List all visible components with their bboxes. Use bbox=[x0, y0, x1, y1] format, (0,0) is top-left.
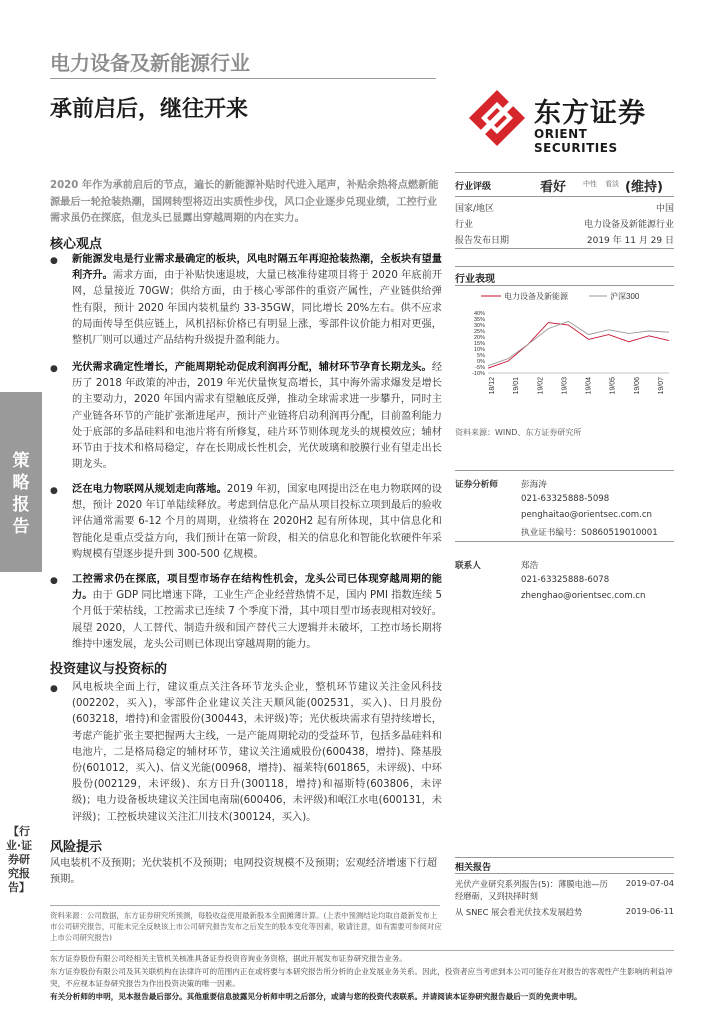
related-report-title[interactable]: 光伏产业研究系列报告(5)：薄膜电池—历经磨砺，又到抉择时刻 bbox=[455, 879, 608, 901]
info-value: 电力设备及新能源行业 bbox=[583, 220, 674, 230]
core-view-text: 2019 年初，国家电网提出泛在电力物联网的设想，预计 2020 年订单陆续释放。考虑到信息化产品从项目投标立项到最后的验收评估通常需要 6-12 个月的周期，业绩将在 2020H2 起有所体现，其中信息化和智能化是重点受益方向，我们预计在第一阶段，相关的信息化和智能化软硬件年采购规模有望逐步提升到 300-500 亿规模。 bbox=[72, 484, 442, 560]
divider bbox=[455, 857, 674, 858]
divider bbox=[455, 172, 674, 173]
x-tick-label: 19/06 bbox=[633, 377, 641, 395]
footer bbox=[50, 953, 674, 1003]
y-tick-label: 40% bbox=[473, 311, 485, 317]
x-tick-label: 19/02 bbox=[537, 377, 545, 395]
divider bbox=[455, 470, 674, 471]
y-tick-label: 0% bbox=[477, 359, 485, 365]
x-tick-label: 19/01 bbox=[513, 377, 521, 395]
y-tick-label: 35% bbox=[473, 317, 485, 323]
core-view-item bbox=[50, 482, 442, 563]
x-tick-label: 18/12 bbox=[489, 377, 496, 395]
orient-logo bbox=[468, 89, 673, 155]
y-tick-label: 15% bbox=[473, 341, 485, 347]
footer-line: 东方证券股份有限公司经相关主管机关核准具备证券投资咨询业务资格，据此开展发布证券研究报告业务。 bbox=[50, 954, 407, 963]
info-label: 报告发布日期 bbox=[455, 236, 510, 246]
analyst-phone: 021-63325888-5098 bbox=[521, 494, 610, 504]
data-disclaimer: 资料来源：公司数据，东方证券研究所预测，每股收益使用最新股本全面摊薄计算。(上表中预测结论均取自最新发布上市公司研究报告，可能未完全反映该上市公司研究报告发布之后发生的股本变化等因素，敬请注意，如有需要可参阅对应上市公司研究报告) bbox=[50, 911, 442, 942]
bullet-icon: ● bbox=[50, 684, 58, 694]
core-view-bold: 光伏需求确定性增长，产能周期轮动促成利润再分配，辅材环节孕育长期龙头。 bbox=[72, 362, 432, 373]
risk-text: 风电装机不及预期；光伏装机不及预期；电网投资规模不及预期；宏观经济增速下行超预期。 bbox=[50, 858, 438, 886]
risk-heading: 风险提示 bbox=[50, 840, 103, 855]
orient-logo-mark-icon bbox=[468, 89, 526, 147]
report-title: 承前启后，继往开来 bbox=[50, 97, 249, 122]
footer-line: 东方证券股份有限公司及其关联机构在法律许可的范围内正在或将要与本研究报告所分析的企业发展业务关系。因此，投资者应当考虑到本公司可能存在对报告的客观性产生影响的利益冲突，不应视本证券研究报告为作出投资决策的唯一因素。 bbox=[50, 966, 673, 988]
divider bbox=[455, 266, 674, 267]
y-tick-label: 10% bbox=[473, 347, 485, 353]
header-rule bbox=[50, 78, 436, 79]
rating-option-neutral: 中性 bbox=[583, 180, 597, 188]
rating-option-bearish: 看淡 bbox=[605, 180, 619, 188]
related-report-title[interactable]: 从 SNEC 展会看光伏技术发展趋势 bbox=[455, 907, 583, 917]
divider bbox=[455, 248, 674, 249]
x-tick-label: 19/07 bbox=[658, 377, 665, 395]
core-views-heading: 核心观点 bbox=[50, 237, 103, 252]
core-view-text: 经历了 2018 年政策的冲击，2019 年光伏量恢复高增长，其中海外需求爆发是增长的主要动力，2020 年国内需求有望触底反弹，推动全球需求进一步攀升，同时主产业链各环节的产能扩张渐进尾声，预计产业链将启动利润再分配，目前盈利能力处于底部的多晶硅料和电池片将有所修复，硅片环节则体现龙头的规模效应；辅材环节由于技术和格局稳定，存在长期成长性机会，光伏玻璃和胶膜行业有望走出长期龙头。 bbox=[72, 362, 442, 471]
related-report-date: 2019-06-11 bbox=[625, 906, 674, 916]
logo-name-cn: 东方证券 bbox=[534, 98, 646, 129]
analyst-email[interactable]: penghaitao@orientsec.com.cn bbox=[521, 510, 652, 520]
summary-paragraph: 2020 年作为承前启后的节点，遍长的新能源补贴时代进入尾声，补贴余热将点燃新能源最后一轮抢装热潮，国网转型将迈出实质性步伐，风口企业逐步兑现业绩，工控行业需求虽仍在探底，但龙头已显露出穿越周期的内在实力。 bbox=[50, 180, 439, 224]
bullet-icon: ● bbox=[50, 486, 58, 496]
core-view-item bbox=[50, 360, 442, 473]
divider bbox=[50, 905, 440, 906]
related-reports-heading: 相关报告 bbox=[455, 863, 492, 873]
contact-email[interactable]: zhenghao@orientsec.com.cn bbox=[521, 591, 646, 601]
x-tick-label: 19/05 bbox=[609, 377, 617, 395]
related-report-date: 2019-07-04 bbox=[625, 878, 674, 888]
rating-value: 看好 bbox=[540, 180, 567, 195]
x-tick-label: 19/04 bbox=[585, 377, 593, 395]
info-label: 国家/地区 bbox=[455, 204, 495, 214]
analyst-label: 证券分析师 bbox=[455, 480, 498, 490]
core-view-bold: 新能源发电是行业需求最确定的板块，风电时隔五年再迎抢装热潮，全板块有望量利齐升。 bbox=[72, 254, 442, 282]
performance-heading: 行业表现 bbox=[455, 274, 495, 285]
y-tick-label: 30% bbox=[473, 323, 485, 329]
core-view-text: 需求方面，由于补贴快速退坡，大量已核准待建项目将于 2020 年底前开网，总量接近 70GW；供给方面，由于核心零部件的重资产属性，产业链供给弹性有限，预计 2020 年国内装机量约 33-35GW，同比增长 20%左右。供不应求的局面传导至供应链上，风机招标价格已有明显上涨，零部件议价能力相对更强，整机厂则可以通过产品结构升级提升盈利能力。 bbox=[72, 270, 443, 347]
industry-rating bbox=[455, 176, 674, 194]
industry-performance-chart bbox=[455, 283, 674, 413]
report-series-label: 【行业·证券研究报告】 bbox=[5, 825, 33, 894]
bullet-icon: ● bbox=[50, 364, 58, 374]
divider bbox=[455, 541, 674, 542]
y-tick-label: -10% bbox=[472, 371, 485, 377]
contact-name: 郑浩 bbox=[521, 561, 539, 571]
divider bbox=[50, 950, 674, 951]
rating-status: (维持) bbox=[625, 180, 663, 195]
related-report-item[interactable] bbox=[455, 878, 674, 902]
series-line-industry bbox=[488, 323, 669, 369]
y-tick-label: 20% bbox=[473, 335, 485, 341]
y-tick-label: -5% bbox=[475, 365, 485, 371]
y-tick-label: 5% bbox=[477, 353, 485, 359]
logo-name-en: ORIENT SECURITIES bbox=[534, 127, 618, 155]
related-report-item[interactable] bbox=[455, 906, 674, 918]
analyst-license: 执业证书编号：S0860519010001 bbox=[521, 528, 658, 538]
core-view-bold: 工控需求仍在探底，项目型市场存在结构性机会，龙头公司已体现穿越周期的能力。 bbox=[72, 574, 442, 602]
divider bbox=[455, 873, 674, 874]
core-view-item bbox=[50, 252, 442, 349]
legend-label-index: 沪深300 bbox=[610, 292, 640, 301]
rating-label: 行业评级 bbox=[455, 182, 492, 192]
info-label: 行业 bbox=[455, 220, 474, 230]
series-line-index bbox=[488, 321, 669, 365]
core-view-item bbox=[50, 572, 442, 653]
divider bbox=[455, 196, 674, 197]
investment-item bbox=[50, 680, 442, 826]
legend-label-industry: 电力设备及新能源 bbox=[504, 292, 568, 301]
analyst-name: 彭海涛 bbox=[521, 480, 547, 490]
investment-heading: 投资建议与投资标的 bbox=[50, 662, 168, 677]
y-tick-label: 25% bbox=[473, 329, 485, 335]
footer-line-bold: 有关分析师的申明，见本报告最后部分。其他重要信息披露见分析师申明之后部分，或请与您的投资代表联系。并请阅读本证券研究报告最后一页的免责申明。 bbox=[50, 991, 582, 1001]
info-value: 2019 年 11 月 29 日 bbox=[586, 236, 674, 246]
core-view-bold: 泛在电力物联网从规划走向落地。 bbox=[72, 484, 227, 495]
contact-label: 联系人 bbox=[455, 561, 481, 571]
bullet-icon: ● bbox=[50, 256, 58, 266]
investment-text: 风电板块全面上行，建议重点关注各环节龙头企业，整机环节建议关注金风科技(002202，买入)，零部件企业建议关注天顺风能(002531，买入)、日月股份(603218，增持)和金雷股份(300443，未评级)等；光伏板块需求有望持续增长，考虑产能扩张主要把握两大主线，一是产能周期轮动的受益环节，包括多晶硅料和电池片，二是格局稳定的辅材环节，建议关注通威股份(600438，增持)、隆基股份(601012，买入)、信义光能(00968，增持)、福莱特(601865，未评级)、中环股份(002129，未评级)、东方日升(300118，增持)和福斯特(603806，未评级)；电力设备板块建议关注国电南瑞(600406，未评级)和岷江水电(600131，未评级)；工控板块建议关注汇川技术(300124，买入)。 bbox=[72, 682, 442, 823]
core-view-text: 由于 GDP 同比增速下降，工业生产企业经营热情不足，国内 PMI 指数连续 5 个月低于荣枯线，工控需求已连续 7 个季度下滑，其中项目型市场表现相对较好。展望 2020，人工替代、制造升级和国产替代三大逻辑并未破坏，工控市场长期将维持中速发展，龙头公司则已体现出穿越周期的能力。 bbox=[72, 590, 442, 650]
report-type-label: 策略报告 bbox=[12, 451, 30, 537]
info-value: 中国 bbox=[655, 204, 674, 214]
bullet-icon: ● bbox=[50, 576, 58, 586]
industry-header: 电力设备及新能源行业 bbox=[50, 51, 250, 75]
contact-phone: 021-63325888-6078 bbox=[521, 575, 610, 585]
chart-source: 资料来源：WIND、东方证券研究所 bbox=[455, 428, 582, 437]
x-tick-label: 19/03 bbox=[561, 377, 569, 395]
